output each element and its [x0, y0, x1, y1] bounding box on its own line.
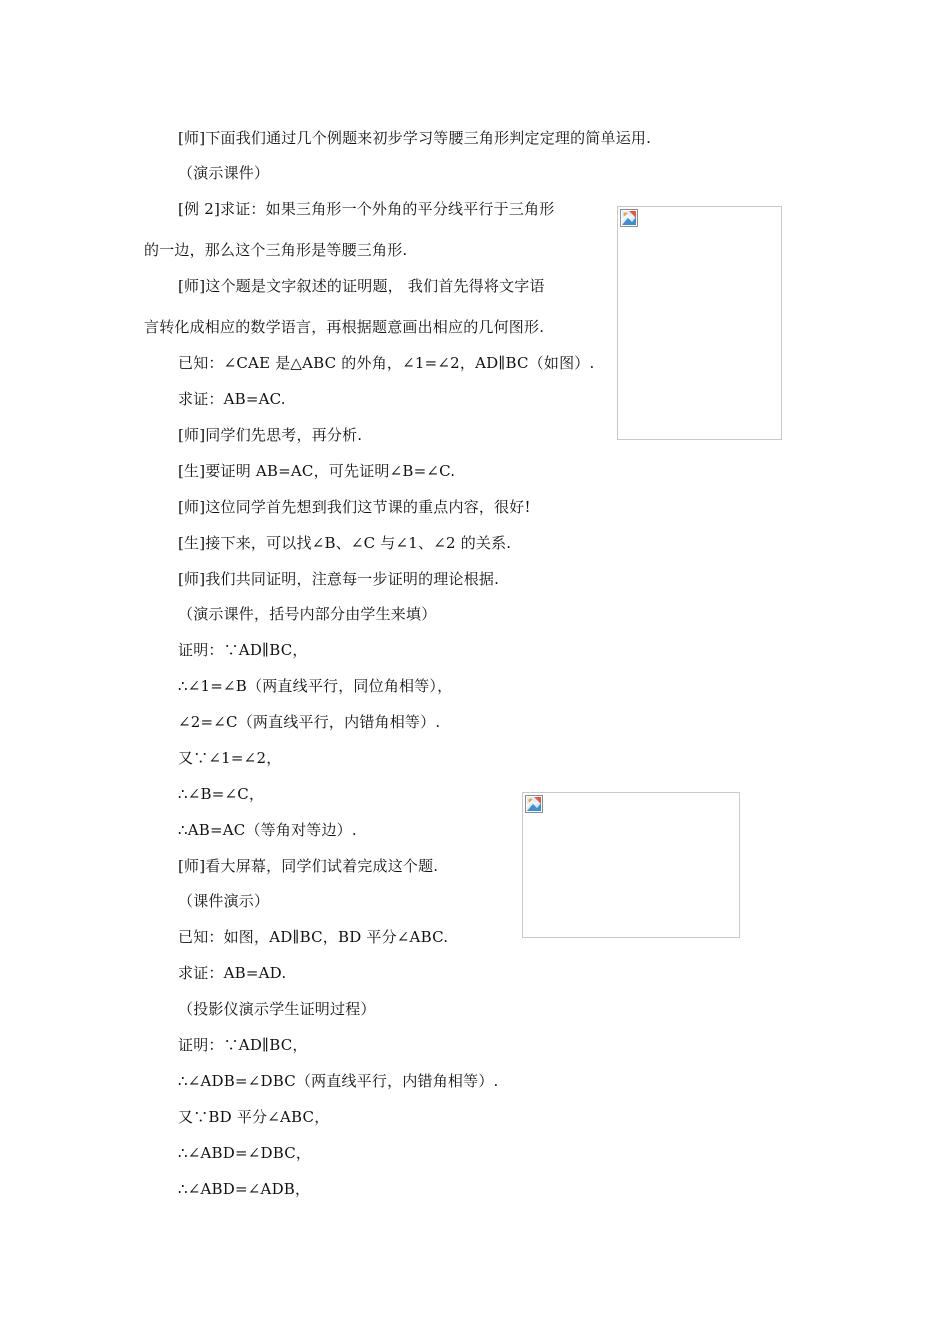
text-line-1: [师]下面我们通过几个例题来初步学习等腰三角形判定定理的简单运用. [178, 129, 652, 147]
figure-placeholder-2 [522, 792, 740, 938]
text-line-26: 证明：∵AD∥BC， [178, 1036, 308, 1054]
text-line-3: [例 2]求证：如果三角形一个外角的平分线平行于三角形 [178, 200, 555, 218]
text-line-8: 求证：AB=AC. [178, 390, 286, 408]
text-line-29: ∴∠ABD=∠DBC， [178, 1144, 312, 1162]
figure-placeholder-1 [617, 206, 782, 440]
text-line-4: 的一边，那么这个三角形是等腰三角形. [144, 241, 408, 259]
text-line-11: [师]这位同学首先想到我们这节课的重点内容，很好! [178, 498, 531, 516]
text-line-12: [生]接下来，可以找∠B、∠C 与∠1、∠2 的关系. [178, 534, 512, 552]
text-line-6: 言转化成相应的数学语言，再根据题意画出相应的几何图形. [144, 318, 545, 336]
text-line-5: [师]这个题是文字叙述的证明题， 我们首先得将文字语 [178, 277, 545, 295]
text-line-14: （演示课件，括号内部分由学生来填） [178, 605, 437, 623]
text-line-17: ∠2=∠C（两直线平行，内错角相等）. [178, 713, 441, 731]
text-line-18: 又∵∠1=∠2， [178, 749, 282, 767]
text-line-30: ∴∠ABD=∠ADB， [178, 1180, 311, 1198]
text-line-22: （课件演示） [178, 892, 270, 910]
text-line-10: [生]要证明 AB=AC，可先证明∠B=∠C. [178, 462, 456, 480]
text-line-9: [师]同学们先思考，再分析. [178, 426, 363, 444]
text-line-28: 又∵BD 平分∠ABC， [178, 1108, 330, 1126]
text-line-7: 已知：∠CAE 是△ABC 的外角，∠1=∠2，AD∥BC（如图）. [178, 354, 595, 372]
text-line-24: 求证：AB=AD. [178, 964, 287, 982]
text-line-20: ∴AB=AC（等角对等边）. [178, 821, 357, 839]
text-line-16: ∴∠1=∠B（两直线平行，同位角相等）， [178, 677, 453, 695]
text-line-2: （演示课件） [178, 164, 270, 182]
text-line-19: ∴∠B=∠C， [178, 785, 265, 803]
broken-image-icon [620, 209, 638, 227]
text-line-15: 证明：∵AD∥BC， [178, 641, 308, 659]
text-line-21: [师]看大屏幕，同学们试着完成这个题. [178, 857, 439, 875]
text-line-13: [师]我们共同证明，注意每一步证明的理论根据. [178, 570, 500, 588]
text-line-25: （投影仪演示学生证明过程） [178, 1000, 376, 1018]
broken-image-icon [525, 795, 543, 813]
text-line-23: 已知：如图，AD∥BC，BD 平分∠ABC. [178, 928, 449, 946]
text-line-27: ∴∠ADB=∠DBC（两直线平行，内错角相等）. [178, 1072, 499, 1090]
